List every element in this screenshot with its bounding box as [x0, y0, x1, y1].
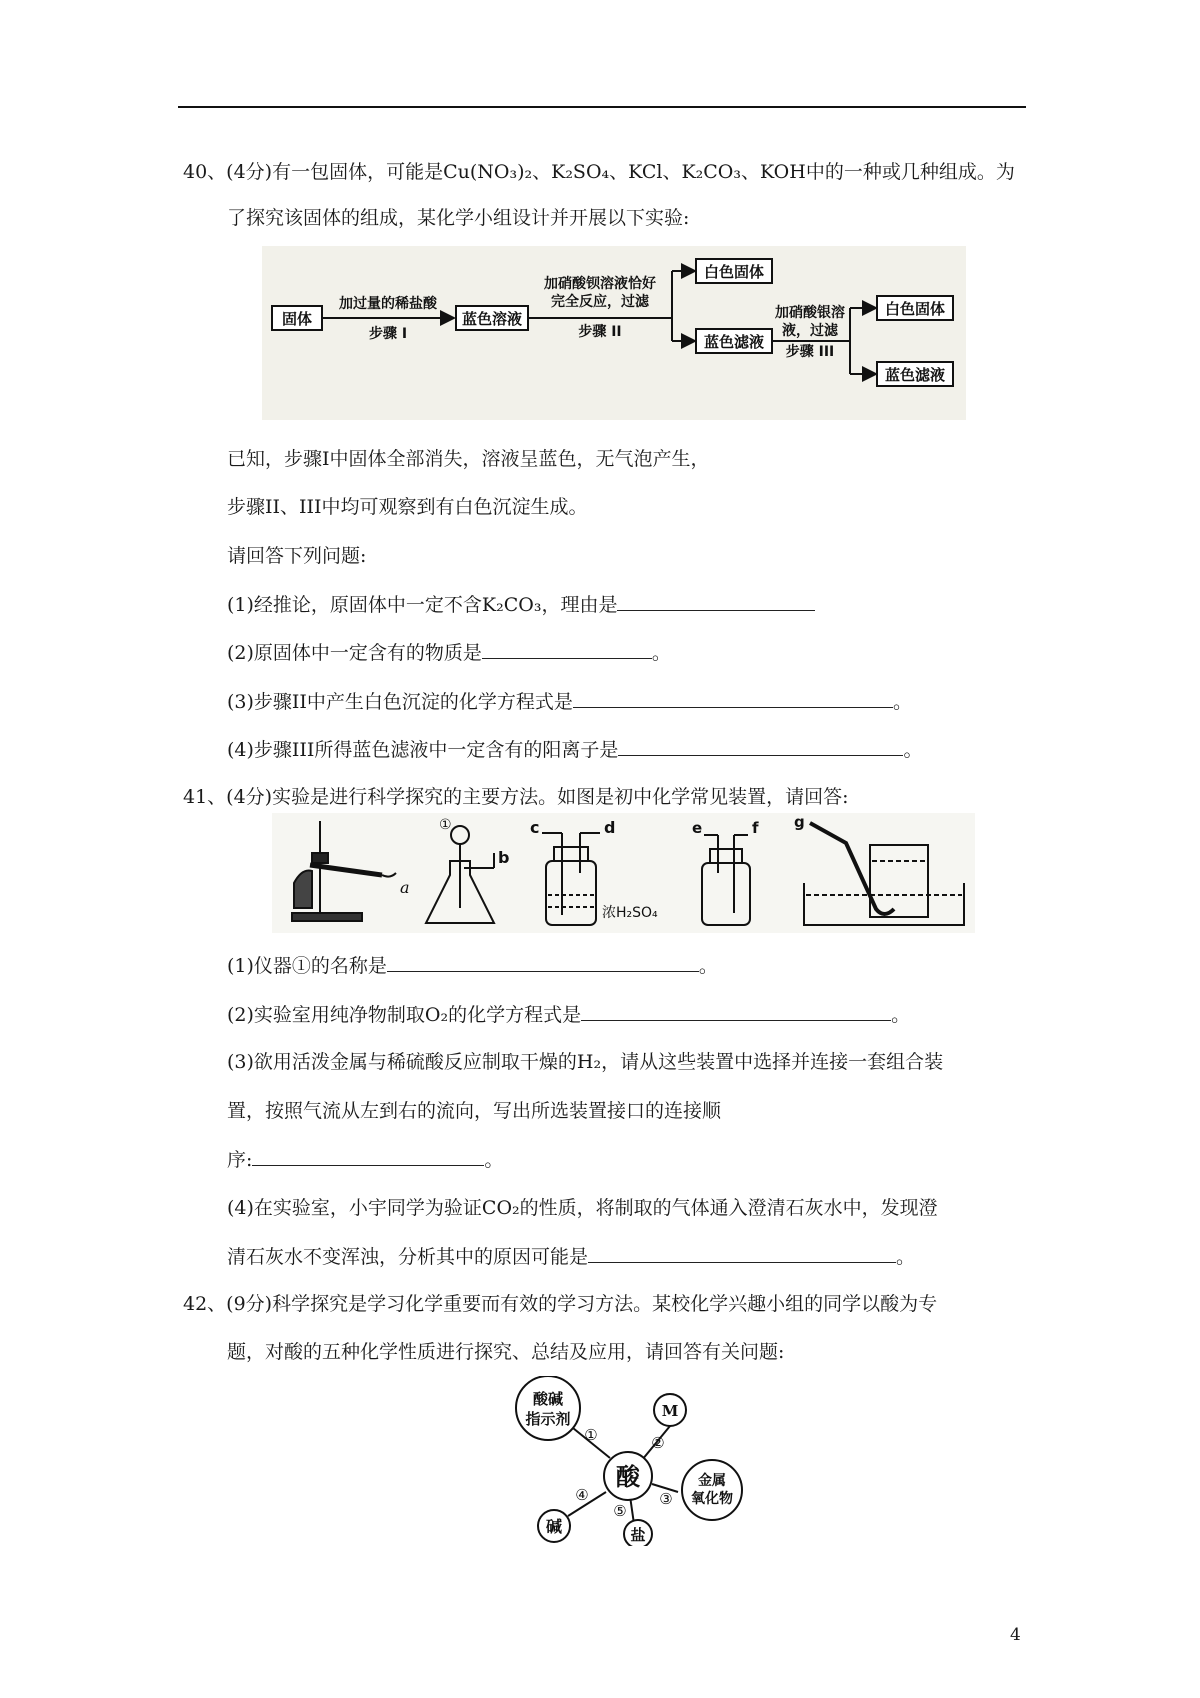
node-metal-oxide-line1: 金属 [698, 1473, 726, 1489]
label-a: a [400, 878, 410, 897]
q40-flowchart [262, 246, 966, 420]
apparatus-water-trough [804, 823, 964, 925]
q40-sub1 [227, 592, 815, 617]
answer-blank-40-3[interactable] [573, 689, 893, 708]
q40-known2: 步骤II、III中均可观察到有白色沉淀生成。 [227, 496, 588, 518]
label-b: b [498, 848, 510, 867]
period: 。 [892, 691, 912, 713]
answer-blank-41-3[interactable] [252, 1147, 484, 1166]
q40-known1: 已知，步骤I中固体全部消失，溶液呈蓝色，无气泡产生， [227, 448, 710, 470]
q41-sub3a: (3)欲用活泼金属与稀硫酸反应制取干燥的H₂，请从这些装置中选择并连接一套组合装 [227, 1051, 944, 1073]
apparatus-wash-bottle [542, 833, 600, 925]
step2-label: 步骤 II [578, 324, 622, 340]
label-g: g [794, 813, 805, 831]
q40-sub1-text: (1)经推论，原固体中一定不含K₂CO₃，理由是 [227, 594, 618, 616]
header-rule [178, 106, 1026, 108]
period: 。 [698, 955, 718, 977]
apparatus-heating [292, 821, 396, 921]
q42-line1: 42、(9分)科学探究是学习化学重要而有效的学习方法。某校化学兴趣小组的同学以酸为专 [183, 1293, 938, 1315]
q41-sub3c [227, 1147, 503, 1172]
q40-ask: 请回答下列问题: [227, 545, 367, 567]
box-blue-filtrate-2-label: 蓝色滤液 [884, 366, 946, 384]
q40-line2: 了探究该固体的组成，某化学小组设计并开展以下实验: [227, 207, 690, 229]
step1-reagent: 加过量的稀盐酸 [339, 296, 437, 312]
node-metal-oxide-line2: 氧化物 [691, 1491, 733, 1507]
q40-sub4 [227, 737, 922, 762]
box-white-solid-1-label: 白色固体 [703, 263, 765, 281]
edge-label-3: ③ [659, 1490, 673, 1508]
q42-acid-properties-diagram [500, 1376, 760, 1546]
period: 。 [903, 739, 923, 761]
q41-sub2 [227, 1002, 910, 1027]
node-indicator-line1: 酸碱 [532, 1390, 564, 1408]
label-c: c [530, 818, 540, 837]
answer-blank-41-1[interactable] [387, 953, 699, 972]
apparatus-gas-bottle [702, 835, 750, 925]
label-d: d [604, 818, 616, 837]
label-conc-h2so4: 浓H₂SO₄ [602, 905, 658, 921]
answer-blank-41-2[interactable] [581, 1002, 891, 1021]
step3-reagent-b: 液，过滤 [782, 323, 838, 339]
q42-line2: 题，对酸的五种化学性质进行探究、总结及应用，请回答有关问题: [227, 1341, 785, 1363]
q41-sub3c-text: 序: [227, 1149, 253, 1171]
q40-line1: 40、(4分)有一包固体，可能是Cu(NO₃)₂、K₂SO₄、KCl、K₂CO₃、KOH中的一种或几种组成。为 [183, 161, 1015, 183]
period: 。 [484, 1149, 504, 1171]
q41-sub1 [227, 953, 718, 978]
node-base: 碱 [545, 1517, 563, 1536]
box-blue-solution-label: 蓝色溶液 [461, 310, 523, 328]
label-e: e [692, 819, 703, 837]
answer-blank-40-1[interactable] [617, 592, 815, 611]
q41-sub4a: (4)在实验室，小宇同学为验证CO₂的性质，将制取的气体通入澄清石灰水中，发现澄 [227, 1197, 938, 1219]
q41-sub2-text: (2)实验室用纯净物制取O₂的化学方程式是 [227, 1004, 582, 1026]
q40-sub3-text: (3)步骤II中产生白色沉淀的化学方程式是 [227, 691, 573, 713]
step3-reagent-a: 加硝酸银溶 [775, 305, 845, 321]
step2-reagent-a: 加硝酸钡溶液恰好 [544, 276, 656, 292]
node-salt: 盐 [630, 1526, 646, 1544]
q41-sub3b: 置，按照气流从左到右的流向，写出所选装置接口的连接顺 [227, 1100, 722, 1122]
period: 。 [896, 1246, 916, 1268]
step3-label: 步骤 III [785, 344, 835, 360]
period: 。 [891, 1004, 911, 1026]
period: 。 [651, 642, 671, 664]
q41-apparatus-figure [272, 813, 975, 933]
node-indicator-line2: 指示剂 [525, 1410, 571, 1428]
q40-sub2 [227, 640, 671, 665]
answer-blank-41-4[interactable] [588, 1244, 896, 1263]
answer-blank-40-4[interactable] [618, 737, 903, 756]
step2-reagent-b: 完全反应，过滤 [551, 294, 649, 310]
box-solid-label: 固体 [281, 310, 313, 328]
q41-sub1-text: (1)仪器①的名称是 [227, 955, 387, 977]
box-white-solid-2-label: 白色固体 [884, 300, 946, 318]
q41-line1: 41、(4分)实验是进行科学探究的主要方法。如图是初中化学常见装置，请回答: [183, 786, 849, 808]
node-acid: 酸 [616, 1462, 640, 1491]
answer-blank-40-2[interactable] [482, 640, 652, 659]
page-number: 4 [1010, 1625, 1021, 1645]
label-circle-1: ① [439, 817, 452, 833]
box-blue-filtrate-1-label: 蓝色滤液 [703, 333, 765, 351]
apparatus-flask [426, 826, 494, 923]
q40-sub2-text: (2)原固体中一定含有的物质是 [227, 642, 482, 664]
q41-sub4b [227, 1244, 915, 1269]
q41-sub4b-text: 清石灰水不变浑浊，分析其中的原因可能是 [227, 1246, 589, 1268]
label-f: f [752, 819, 759, 837]
edge-label-4: ④ [575, 1486, 589, 1504]
q40-sub4-text: (4)步骤III所得蓝色滤液中一定含有的阳离子是 [227, 739, 619, 761]
edge-label-1: ① [584, 1426, 598, 1444]
q40-sub3 [227, 689, 912, 714]
node-m: M [661, 1402, 679, 1420]
step1-label: 步骤 I [368, 326, 408, 342]
edge-label-5: ⑤ [613, 1502, 627, 1520]
edge-label-2: ② [651, 1434, 665, 1452]
